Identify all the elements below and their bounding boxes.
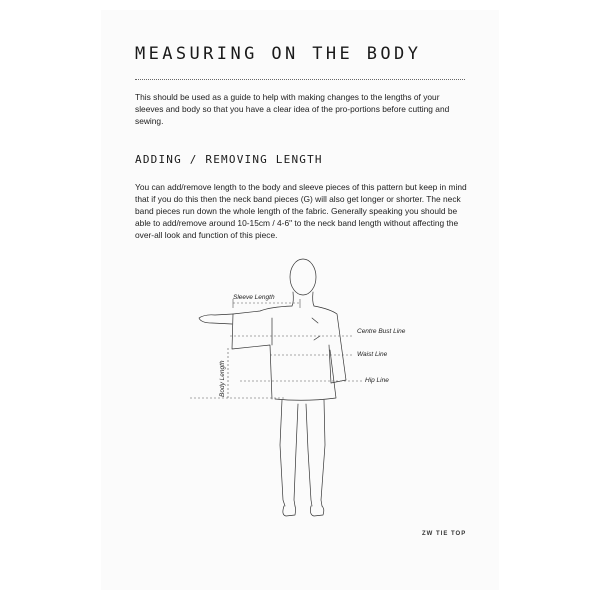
waist-line-label: Waist Line [357, 351, 388, 358]
dotted-divider [135, 79, 465, 80]
section-heading: ADDING / REMOVING LENGTH [135, 153, 323, 166]
sleeve-length-label: Sleeve Length [233, 294, 275, 301]
footer-pattern-name: ZW TIE TOP [422, 531, 467, 537]
hip-line-label: Hip Line [365, 377, 389, 384]
body-length-label: Body Length [219, 360, 226, 397]
centre-bust-line-label: Centre Bust Line [357, 328, 406, 335]
intro-paragraph: This should be used as a guide to help with making changes to the lengths of your sleeves and body so that you have a clear idea of the pro-portions before cutting and sewing. [135, 92, 450, 126]
section-paragraph: You can add/remove length to the body and sleeve pieces of this pattern but keep in mind that if you do this then the neck band pieces (G) will also get longer or shorter. The neck band pieces run down the whole length of the fabric. Generally speaking you should be able to add/remove around 10-15cm / 4-6" to the neck band length without affecting the over-all look and function of this piece. [135, 182, 467, 240]
page-title: MEASURING ON THE BODY [135, 44, 422, 64]
